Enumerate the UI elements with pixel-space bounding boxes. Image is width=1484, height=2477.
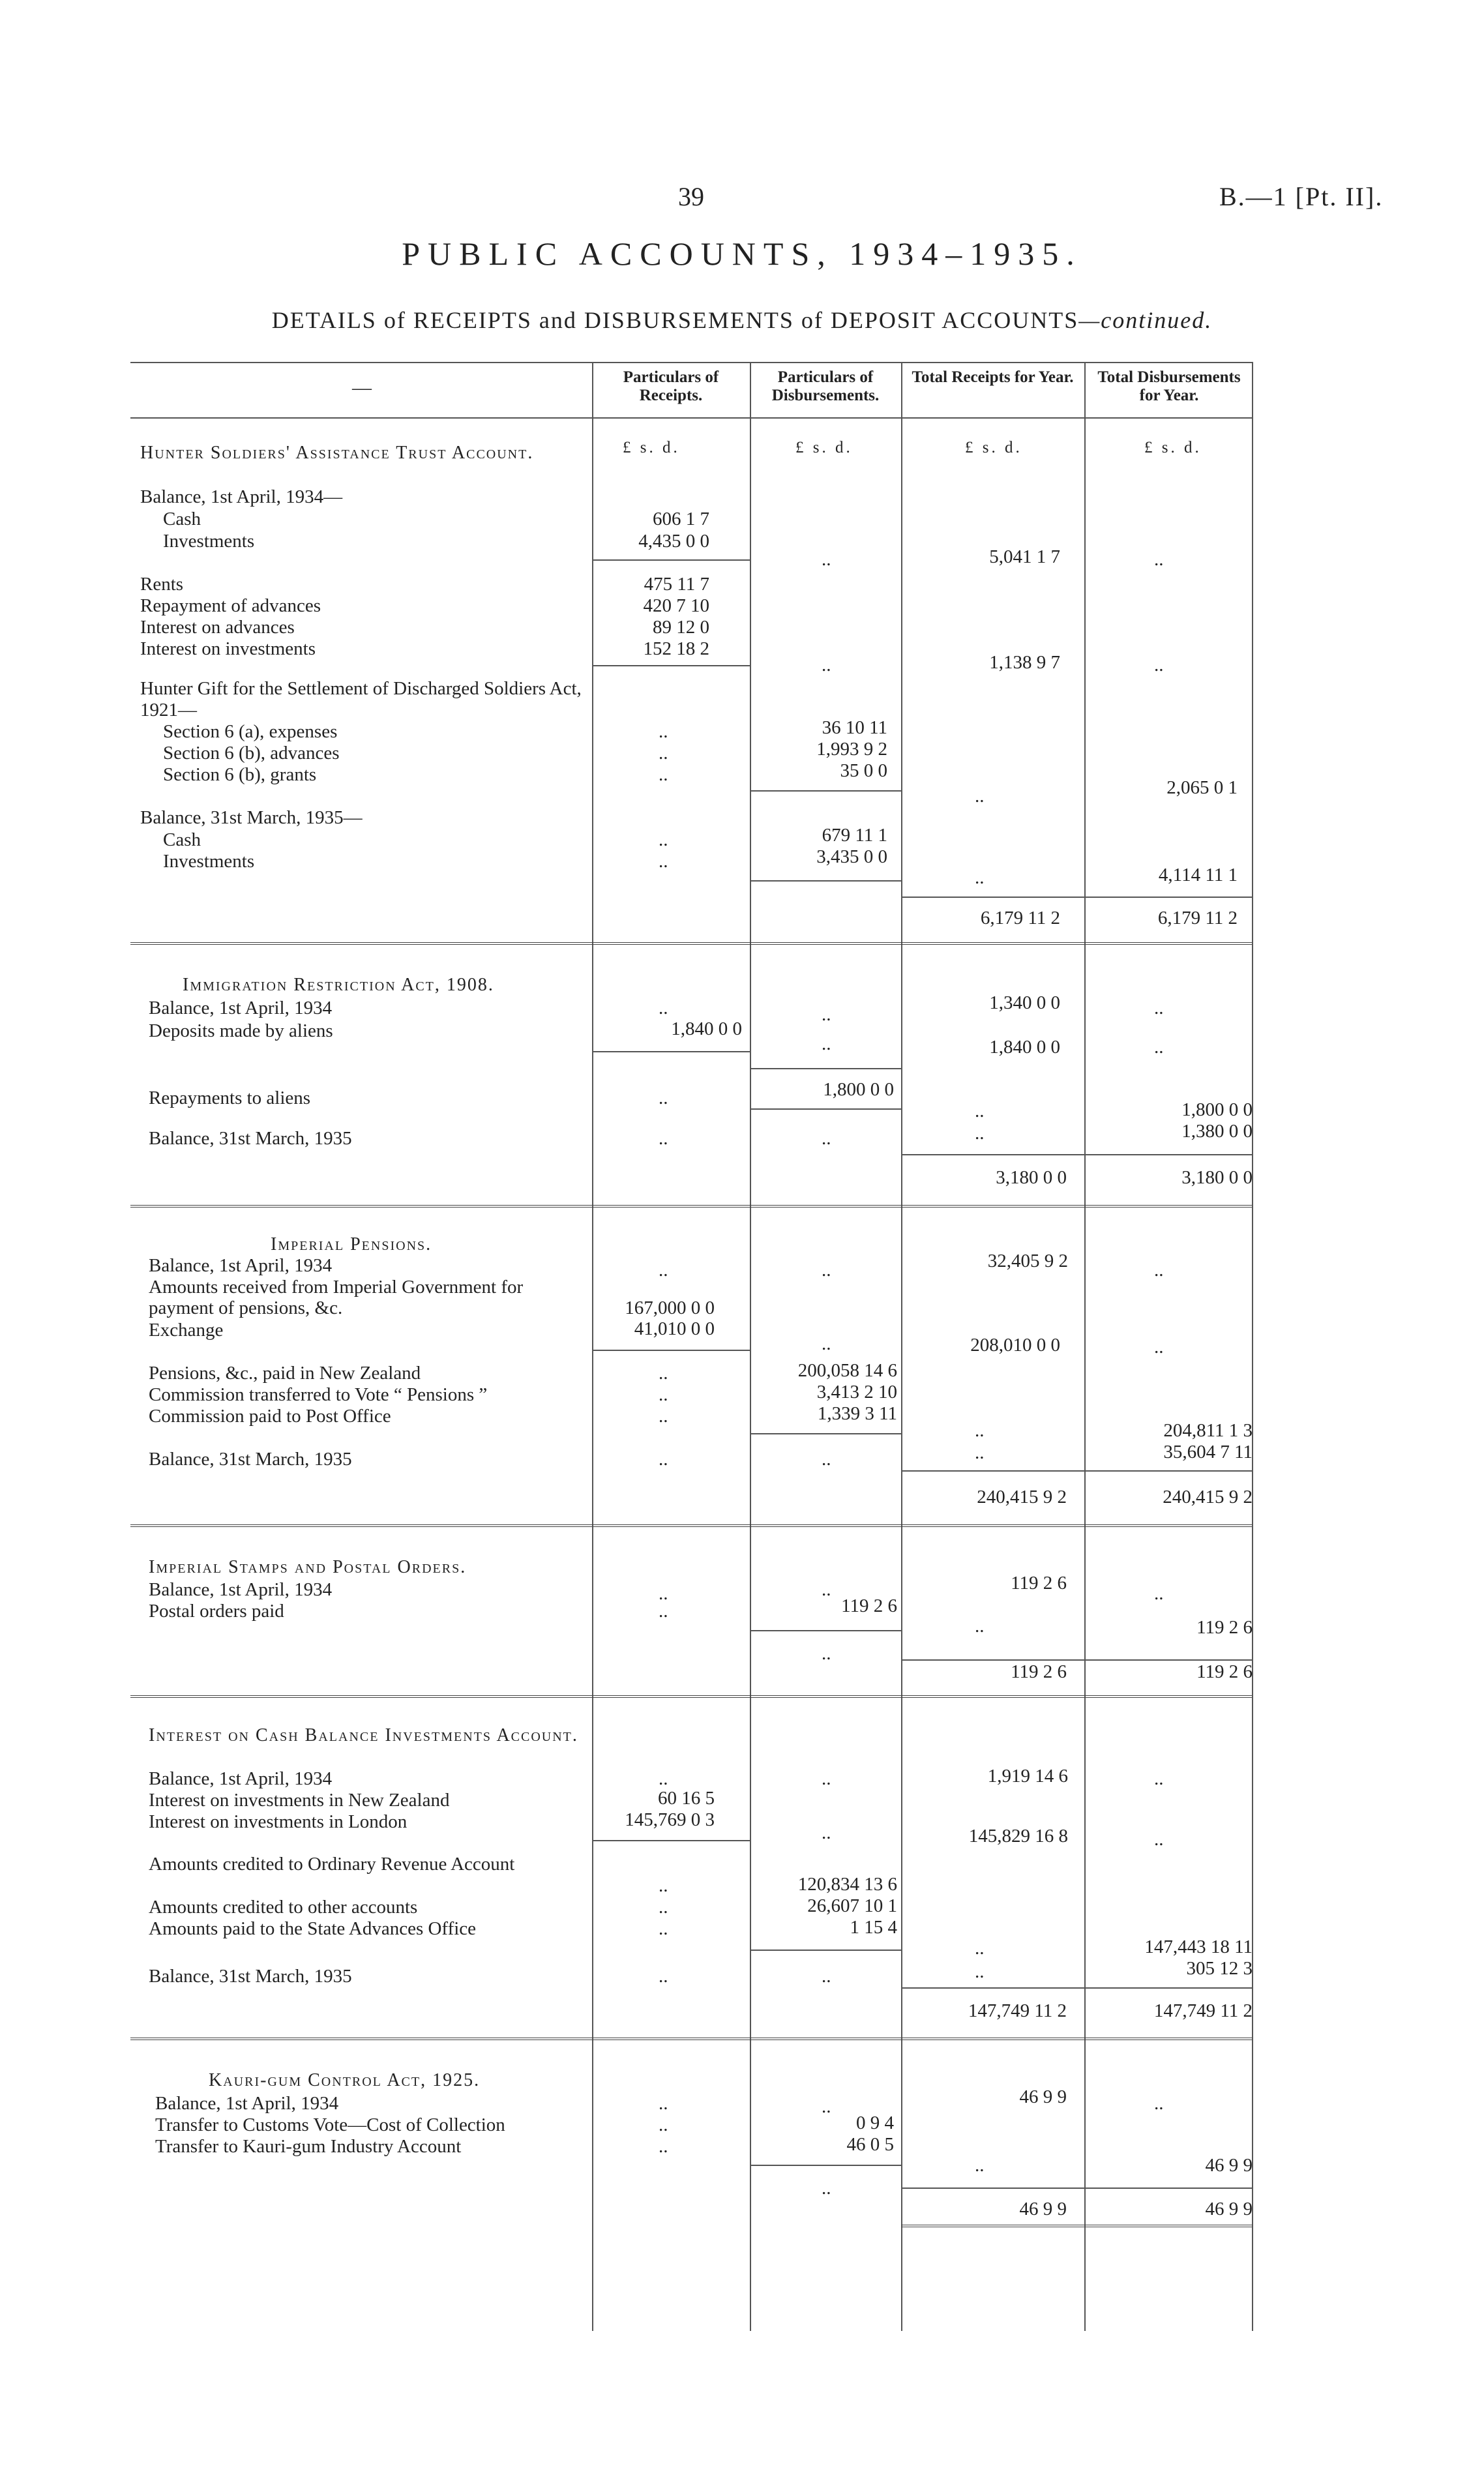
- nil-marker: ..: [659, 2136, 668, 2157]
- line-label: Balance, 31st March, 1935—: [140, 807, 363, 828]
- disbursement-amount: 679 11 1: [822, 825, 887, 846]
- nil-marker: ..: [659, 721, 668, 742]
- line-label: Section 6 (b), advances: [163, 743, 340, 764]
- total-rule: [901, 2188, 1252, 2189]
- nil-marker: ..: [659, 829, 668, 850]
- total-receipt-amount: 5,041 1 7: [989, 546, 1060, 567]
- subtotal-rule: [750, 1108, 901, 1110]
- header-disbursements: Particulars of Disbursements.: [771, 368, 880, 404]
- nil-marker: ..: [659, 743, 668, 764]
- nil-marker: ..: [659, 1088, 668, 1108]
- disbursement-amount: 1,993 9 2: [816, 739, 887, 760]
- receipt-amount: 145,769 0 3: [625, 1809, 715, 1830]
- column-rule: [592, 362, 593, 2331]
- nil-marker: ..: [1154, 1260, 1164, 1281]
- currency-header: £ s. d.: [965, 439, 1022, 456]
- nil-marker: ..: [659, 1406, 668, 1427]
- total-disbursement-amount: 119 2 6: [1196, 1617, 1253, 1638]
- nil-marker: ..: [659, 2093, 668, 2114]
- header-desc: —: [352, 377, 372, 398]
- disbursement-amount: 1 15 4: [850, 1917, 897, 1938]
- nil-marker: ..: [822, 1333, 831, 1354]
- disbursement-amount: 120,834 13 6: [797, 1874, 897, 1895]
- receipt-amount: 60 16 5: [658, 1788, 715, 1809]
- line-label: Commission transferred to Vote “ Pensions ”: [149, 1384, 488, 1405]
- nil-marker: ..: [822, 549, 831, 570]
- total-disbursement-amount: 305 12 3: [1186, 1958, 1253, 1979]
- line-label: Balance, 1st April, 1934: [149, 998, 333, 1018]
- nil-marker: ..: [659, 2114, 668, 2135]
- nil-marker: ..: [1154, 655, 1164, 675]
- line-label: Amounts paid to the State Advances Office: [149, 1918, 477, 1939]
- line-label: Section 6 (b), grants: [163, 764, 317, 785]
- nil-marker: ..: [975, 867, 985, 888]
- header-receipts: Particulars of Receipts.: [623, 368, 719, 404]
- receipt-amount: 41,010 0 0: [634, 1318, 715, 1339]
- receipt-amount: 167,000 0 0: [625, 1298, 715, 1318]
- nil-marker: ..: [975, 1938, 985, 1959]
- disbursement-amount: 119 2 6: [841, 1595, 897, 1616]
- grand-total-receipts: 240,415 9 2: [977, 1487, 1067, 1507]
- nil-marker: ..: [659, 1260, 668, 1281]
- grand-total-receipts: 46 9 9: [1019, 2199, 1067, 2219]
- nil-marker: ..: [659, 1128, 668, 1149]
- line-label: Amounts credited to Ordinary Revenue Account: [149, 1854, 515, 1875]
- column-rule: [901, 362, 902, 2331]
- page-number: 39: [678, 182, 704, 211]
- line-label: Balance, 31st March, 1935: [149, 1128, 352, 1149]
- nil-marker: ..: [822, 1128, 831, 1149]
- total-disbursement-amount: 147,443 18 11: [1144, 1936, 1253, 1957]
- nil-marker: ..: [975, 1961, 985, 1982]
- nil-marker: ..: [975, 1442, 985, 1463]
- disbursement-amount: 46 0 5: [846, 2134, 894, 2155]
- column-rule: [1084, 362, 1086, 2331]
- total-disbursement-amount: 46 9 9: [1205, 2155, 1253, 2176]
- nil-marker: ..: [659, 1918, 668, 1939]
- line-label: Commission paid to Post Office: [149, 1406, 391, 1427]
- line-label: Amounts credited to other accounts: [149, 1897, 418, 1918]
- line-label: Balance, 31st March, 1935: [149, 1449, 352, 1470]
- receipt-amount: 4,435 0 0: [638, 531, 709, 552]
- table-title-text: DETAILS of RECEIPTS and DISBURSEMENTS of DEPOSIT ACCOUNTS: [271, 307, 1079, 333]
- nil-marker: ..: [1154, 2093, 1164, 2114]
- nil-marker: ..: [975, 1101, 985, 1121]
- line-label: Investments: [163, 851, 255, 872]
- section-title: Imperial Stamps and Postal Orders.: [149, 1557, 467, 1577]
- line-label: Cash: [163, 829, 201, 850]
- table-title-suffix: —continued.: [1078, 307, 1213, 333]
- nil-marker: ..: [975, 1123, 985, 1144]
- grand-total-disbursements: 6,179 11 2: [1157, 908, 1238, 928]
- nil-marker: ..: [1154, 549, 1164, 570]
- grand-total-disbursements: 3,180 0 0: [1181, 1167, 1253, 1188]
- nil-marker: ..: [822, 1449, 831, 1470]
- disbursement-amount: 3,435 0 0: [816, 846, 887, 867]
- nil-marker: ..: [659, 998, 668, 1018]
- nil-marker: ..: [659, 1601, 668, 1622]
- nil-marker: ..: [1154, 1829, 1164, 1850]
- section-title: Imperial Pensions.: [271, 1234, 432, 1254]
- line-label: Balance, 31st March, 1935: [149, 1966, 352, 1987]
- line-label: Interest on investments in New Zealand: [149, 1790, 450, 1811]
- document-reference: B.—1 [Pt. II].: [1219, 182, 1384, 211]
- section-divider: [130, 1695, 1252, 1698]
- line-label: Repayments to aliens: [149, 1088, 311, 1108]
- receipt-amount: 475 11 7: [644, 574, 709, 595]
- nil-marker: ..: [975, 1616, 985, 1637]
- grand-total-disbursements: 119 2 6: [1196, 1661, 1253, 1682]
- nil-marker: ..: [659, 1768, 668, 1789]
- line-label: Pensions, &c., paid in New Zealand: [149, 1363, 421, 1384]
- disbursement-amount: 1,339 3 11: [817, 1403, 897, 1424]
- line-label: Section 6 (a), expenses: [163, 721, 338, 742]
- total-rule: [901, 1987, 1252, 1989]
- line-label: Balance, 1st April, 1934: [149, 1579, 333, 1600]
- nil-marker: ..: [1154, 1337, 1164, 1357]
- total-receipt-amount: 1,138 9 7: [989, 652, 1060, 673]
- nil-marker: ..: [659, 1897, 668, 1918]
- disbursement-amount: 200,058 14 6: [797, 1360, 897, 1381]
- disbursement-amount: 0 9 4: [856, 2113, 894, 2133]
- subtotal-rule: [750, 880, 901, 882]
- total-disbursement-amount: 2,065 0 1: [1166, 777, 1238, 798]
- nil-marker: ..: [1154, 1037, 1164, 1058]
- nil-marker: ..: [659, 764, 668, 785]
- subtotal-rule: [750, 1630, 901, 1631]
- total-receipt-amount: 46 9 9: [1019, 2086, 1067, 2107]
- nil-marker: ..: [975, 2155, 985, 2176]
- nil-marker: ..: [659, 1449, 668, 1470]
- section-title: Kauri-gum Control Act, 1925.: [209, 2070, 481, 2090]
- nil-marker: ..: [1154, 1583, 1164, 1604]
- line-label: Balance, 1st April, 1934—: [140, 486, 343, 507]
- subtotal-rule: [592, 559, 750, 561]
- subtotal-rule: [750, 1950, 901, 1951]
- section-divider: [130, 942, 1252, 945]
- total-rule: [901, 1154, 1252, 1155]
- section-title: Immigration Restriction Act, 1908.: [183, 975, 494, 995]
- grand-total-disbursements: 46 9 9: [1205, 2199, 1253, 2219]
- receipt-amount: 152 18 2: [643, 638, 709, 659]
- line-label: Hunter Gift for the Settlement of Discharged Soldiers Act, 1921—: [140, 678, 582, 720]
- line-label: Interest on advances: [140, 617, 295, 638]
- grand-total-receipts: 147,749 11 2: [968, 2000, 1067, 2021]
- table-title: [0, 306, 1484, 334]
- line-label: Cash: [163, 509, 201, 529]
- currency-header: £ s. d.: [623, 439, 680, 456]
- currency-header: £ s. d.: [795, 439, 853, 456]
- final-total-rule: [901, 2225, 1252, 2227]
- nil-marker: ..: [975, 786, 985, 807]
- nil-marker: ..: [822, 1579, 831, 1600]
- column-rule: [1252, 362, 1253, 2331]
- nil-marker: ..: [659, 1966, 668, 1987]
- section-title: Interest on Cash Balance Investments Account.: [149, 1725, 578, 1745]
- header-total-disbursements: Total Disbursements for Year.: [1097, 368, 1241, 404]
- subtotal-rule: [592, 665, 750, 666]
- disbursement-amount: 36 10 11: [822, 717, 887, 738]
- total-receipt-amount: 1,919 14 6: [987, 1766, 1068, 1787]
- grand-total-disbursements: 240,415 9 2: [1163, 1487, 1253, 1507]
- grand-total-receipts: 119 2 6: [1011, 1661, 1067, 1682]
- subtotal-rule: [750, 790, 901, 792]
- section-divider: [130, 1205, 1252, 1208]
- total-disbursement-amount: 4,114 11 1: [1158, 865, 1238, 885]
- subtotal-rule: [750, 2165, 901, 2166]
- disbursement-amount: 35 0 0: [840, 760, 887, 781]
- subtotal-rule: [592, 1840, 750, 1841]
- nil-marker: ..: [659, 1363, 668, 1384]
- section-title: Hunter Soldiers' Assistance Trust Account.: [140, 443, 534, 463]
- line-label: Balance, 1st April, 1934: [149, 1255, 333, 1276]
- receipt-amount: 89 12 0: [653, 617, 709, 638]
- nil-marker: ..: [659, 851, 668, 872]
- currency-header: £ s. d.: [1144, 439, 1202, 456]
- nil-marker: ..: [822, 1643, 831, 1664]
- line-label: Rents: [140, 574, 184, 595]
- total-rule: [901, 1659, 1252, 1661]
- nil-marker: ..: [822, 1004, 831, 1025]
- grand-total-disbursements: 147,749 11 2: [1153, 2000, 1253, 2021]
- subtotal-rule: [592, 1350, 750, 1351]
- line-label: Interest on investments in London: [149, 1811, 408, 1832]
- total-receipt-amount: 32,405 9 2: [987, 1251, 1068, 1271]
- nil-marker: ..: [822, 655, 831, 675]
- total-receipt-amount: 145,829 16 8: [968, 1826, 1068, 1847]
- total-disbursement-amount: 204,811 1 3: [1163, 1420, 1253, 1441]
- page-title: PUBLIC ACCOUNTS, 1934–1935.: [402, 235, 1082, 272]
- nil-marker: ..: [822, 1033, 831, 1054]
- line-label: Balance, 1st April, 1934: [155, 2093, 339, 2114]
- disbursement-amount: 26,607 10 1: [807, 1895, 897, 1916]
- nil-marker: ..: [659, 1875, 668, 1896]
- disbursement-amount: 3,413 2 10: [816, 1382, 897, 1402]
- table-top-rule: [130, 362, 1252, 363]
- header-total-receipts: Total Receipts for Year.: [912, 368, 1074, 386]
- section-divider: [130, 1524, 1252, 1527]
- column-rule: [750, 362, 751, 2331]
- nil-marker: ..: [822, 2096, 831, 2117]
- receipt-amount: 606 1 7: [653, 509, 709, 529]
- nil-marker: ..: [822, 2178, 831, 2199]
- receipt-amount: 1,840 0 0: [671, 1018, 742, 1039]
- nil-marker: ..: [975, 1420, 985, 1441]
- grand-total-receipts: 3,180 0 0: [996, 1167, 1067, 1188]
- total-receipt-amount: 1,840 0 0: [989, 1037, 1060, 1058]
- total-disbursement-amount: 35,604 7 11: [1163, 1442, 1253, 1462]
- total-disbursement-amount: 1,800 0 0: [1181, 1099, 1253, 1120]
- line-label: Interest on investments: [140, 638, 316, 659]
- disbursement-amount: 1,800 0 0: [823, 1079, 894, 1100]
- nil-marker: ..: [1154, 998, 1164, 1018]
- header-rule: [130, 417, 1252, 419]
- nil-marker: ..: [659, 1583, 668, 1604]
- line-label: Postal orders paid: [149, 1601, 284, 1622]
- receipt-amount: 420 7 10: [643, 595, 709, 616]
- subtotal-rule: [750, 1433, 901, 1434]
- nil-marker: ..: [659, 1384, 668, 1405]
- total-receipt-amount: 119 2 6: [1011, 1573, 1067, 1594]
- total-rule: [901, 1470, 1252, 1472]
- subtotal-rule: [750, 1068, 901, 1069]
- nil-marker: ..: [1154, 1768, 1164, 1789]
- line-label: Transfer to Kauri-gum Industry Account: [155, 2136, 462, 2157]
- line-label: Deposits made by aliens: [149, 1020, 333, 1041]
- total-disbursement-amount: 1,380 0 0: [1181, 1121, 1253, 1142]
- line-label: Transfer to Customs Vote—Cost of Collection: [155, 2114, 505, 2135]
- line-label: Balance, 1st April, 1934: [149, 1768, 333, 1789]
- line-label: Exchange: [149, 1320, 224, 1341]
- nil-marker: ..: [822, 1768, 831, 1789]
- line-label: Repayment of advances: [140, 595, 321, 616]
- line-label: Investments: [163, 531, 255, 552]
- grand-total-receipts: 6,179 11 2: [980, 908, 1060, 928]
- nil-marker: ..: [822, 1260, 831, 1281]
- nil-marker: ..: [822, 1822, 831, 1843]
- total-rule: [901, 897, 1252, 898]
- nil-marker: ..: [822, 1966, 831, 1987]
- subtotal-rule: [592, 1051, 750, 1052]
- total-receipt-amount: 1,340 0 0: [989, 992, 1060, 1013]
- total-receipt-amount: 208,010 0 0: [970, 1335, 1060, 1356]
- line-label: Amounts received from Imperial Government for payment of pensions, &c.: [149, 1277, 524, 1318]
- section-divider: [130, 2038, 1252, 2040]
